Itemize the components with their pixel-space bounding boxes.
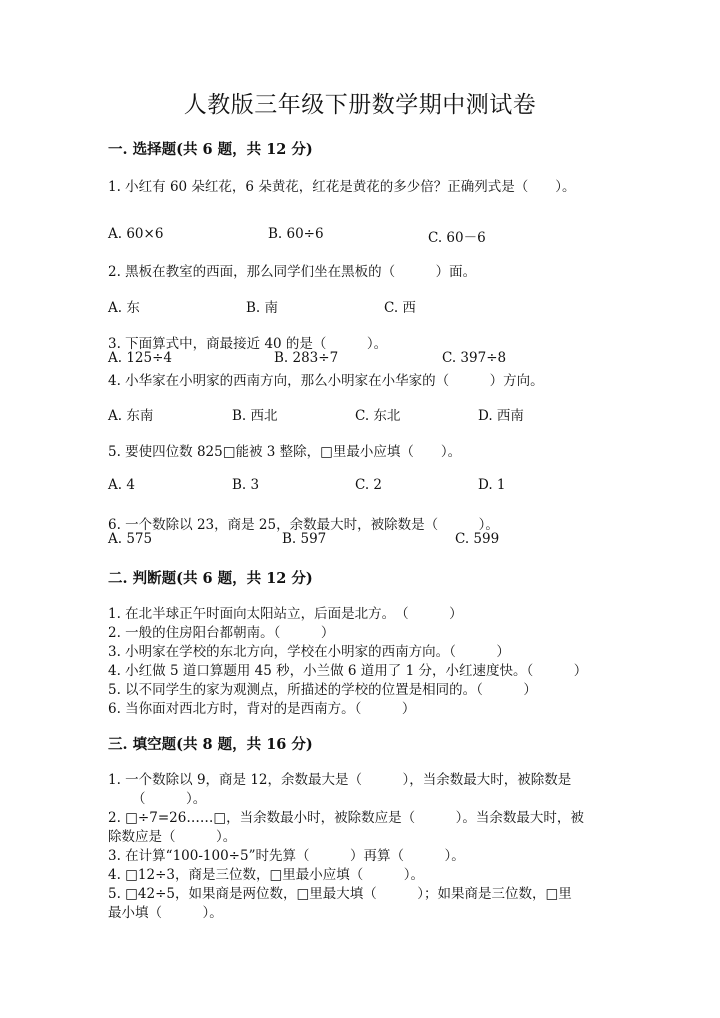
option-c: C. 60－6 xyxy=(428,230,486,246)
option-b: B. 60÷6 xyxy=(268,226,324,242)
option-a: A. 4 xyxy=(108,477,135,493)
option-c: C. 东北 xyxy=(355,408,401,424)
statement-line: 2. 一般的住房阳台都朝南。（ ） xyxy=(108,625,335,641)
option-c: C. 599 xyxy=(455,531,500,547)
option-a: A. 575 xyxy=(108,531,153,547)
option-c: C. 2 xyxy=(355,477,383,493)
option-b: B. 3 xyxy=(232,477,260,493)
fill-line: （ ）。 xyxy=(132,791,207,807)
fill-line: 除数应是（ ）。 xyxy=(108,829,237,845)
option-b: B. 597 xyxy=(282,531,327,547)
fill-line: 最小填（ ）。 xyxy=(108,905,223,921)
option-b: B. 西北 xyxy=(232,408,278,424)
option-a: A. 125÷4 xyxy=(108,350,172,366)
question-text: 2. 黑板在教室的西面，那么同学们坐在黑板的（ ）面。 xyxy=(108,264,477,280)
statement-line: 6. 当你面对西北方时，背对的是西南方。（ ） xyxy=(108,701,416,717)
section-heading: 二. 判断题(共 6 题，共 12 分) xyxy=(108,570,313,587)
fill-line: 1. 一个数除以 9，商是 12，余数最大是（ ），当余数最大时，被除数是 xyxy=(108,772,572,788)
section-heading: 三. 填空题(共 8 题，共 16 分) xyxy=(108,736,313,753)
fill-line: 2. □÷7=26……□，当余数最小时，被除数应是（ ）。当余数最大时，被 xyxy=(108,810,584,826)
option-a: A. 60×6 xyxy=(108,226,164,242)
option-b: B. 南 xyxy=(246,300,279,316)
fill-line: 5. □42÷5，如果商是两位数，□里最大填（ ）；如果商是三位数，□里 xyxy=(108,886,572,902)
question-text: 1. 小红有 60 朵红花，6 朵黄花，红花是黄花的多少倍？正确列式是（ ）。 xyxy=(108,179,576,195)
statement-line: 5. 以不同学生的家为观测点，所描述的学校的位置是相同的。（ ） xyxy=(108,682,537,698)
option-a: A. 东 xyxy=(108,300,140,316)
option-b: B. 283÷7 xyxy=(274,350,339,366)
question-text: 4. 小华家在小明家的西南方向，那么小明家在小华家的（ ）方向。 xyxy=(108,373,544,389)
fill-line: 4. □12÷3，商是三位数，□里最小应填（ ）。 xyxy=(108,867,425,883)
option-a: A. 东南 xyxy=(108,408,154,424)
question-text: 6. 一个数除以 23，商是 25，余数最大时，被除数是（ ）。 xyxy=(108,517,499,533)
statement-line: 3. 小明家在学校的东北方向，学校在小明家的西南方向。（ ） xyxy=(108,644,510,660)
page-title: 人教版三年级下册数学期中测试卷 xyxy=(183,92,537,118)
option-c: C. 西 xyxy=(384,300,416,316)
statement-line: 1. 在北半球正午时面向太阳站立，后面是北方。 （ ） xyxy=(108,606,463,622)
section-heading: 一. 选择题(共 6 题，共 12 分) xyxy=(108,141,313,158)
statement-line: 4. 小红做 5 道口算题用 45 秒，小兰做 6 道用了 1 分，小红速度快。（ ） xyxy=(108,663,588,679)
fill-line: 3. 在计算“100-100÷5”时先算（ ）再算（ ）。 xyxy=(108,848,465,864)
option-d: D. 西南 xyxy=(478,408,524,424)
question-text: 5. 要使四位数 825□能被 3 整除，□里最小应填（ ）。 xyxy=(108,444,462,460)
option-d: D. 1 xyxy=(478,477,506,493)
option-c: C. 397÷8 xyxy=(442,350,507,366)
question-text: 3. 下面算式中，商最接近 40 的是（ ）。 xyxy=(108,336,388,352)
